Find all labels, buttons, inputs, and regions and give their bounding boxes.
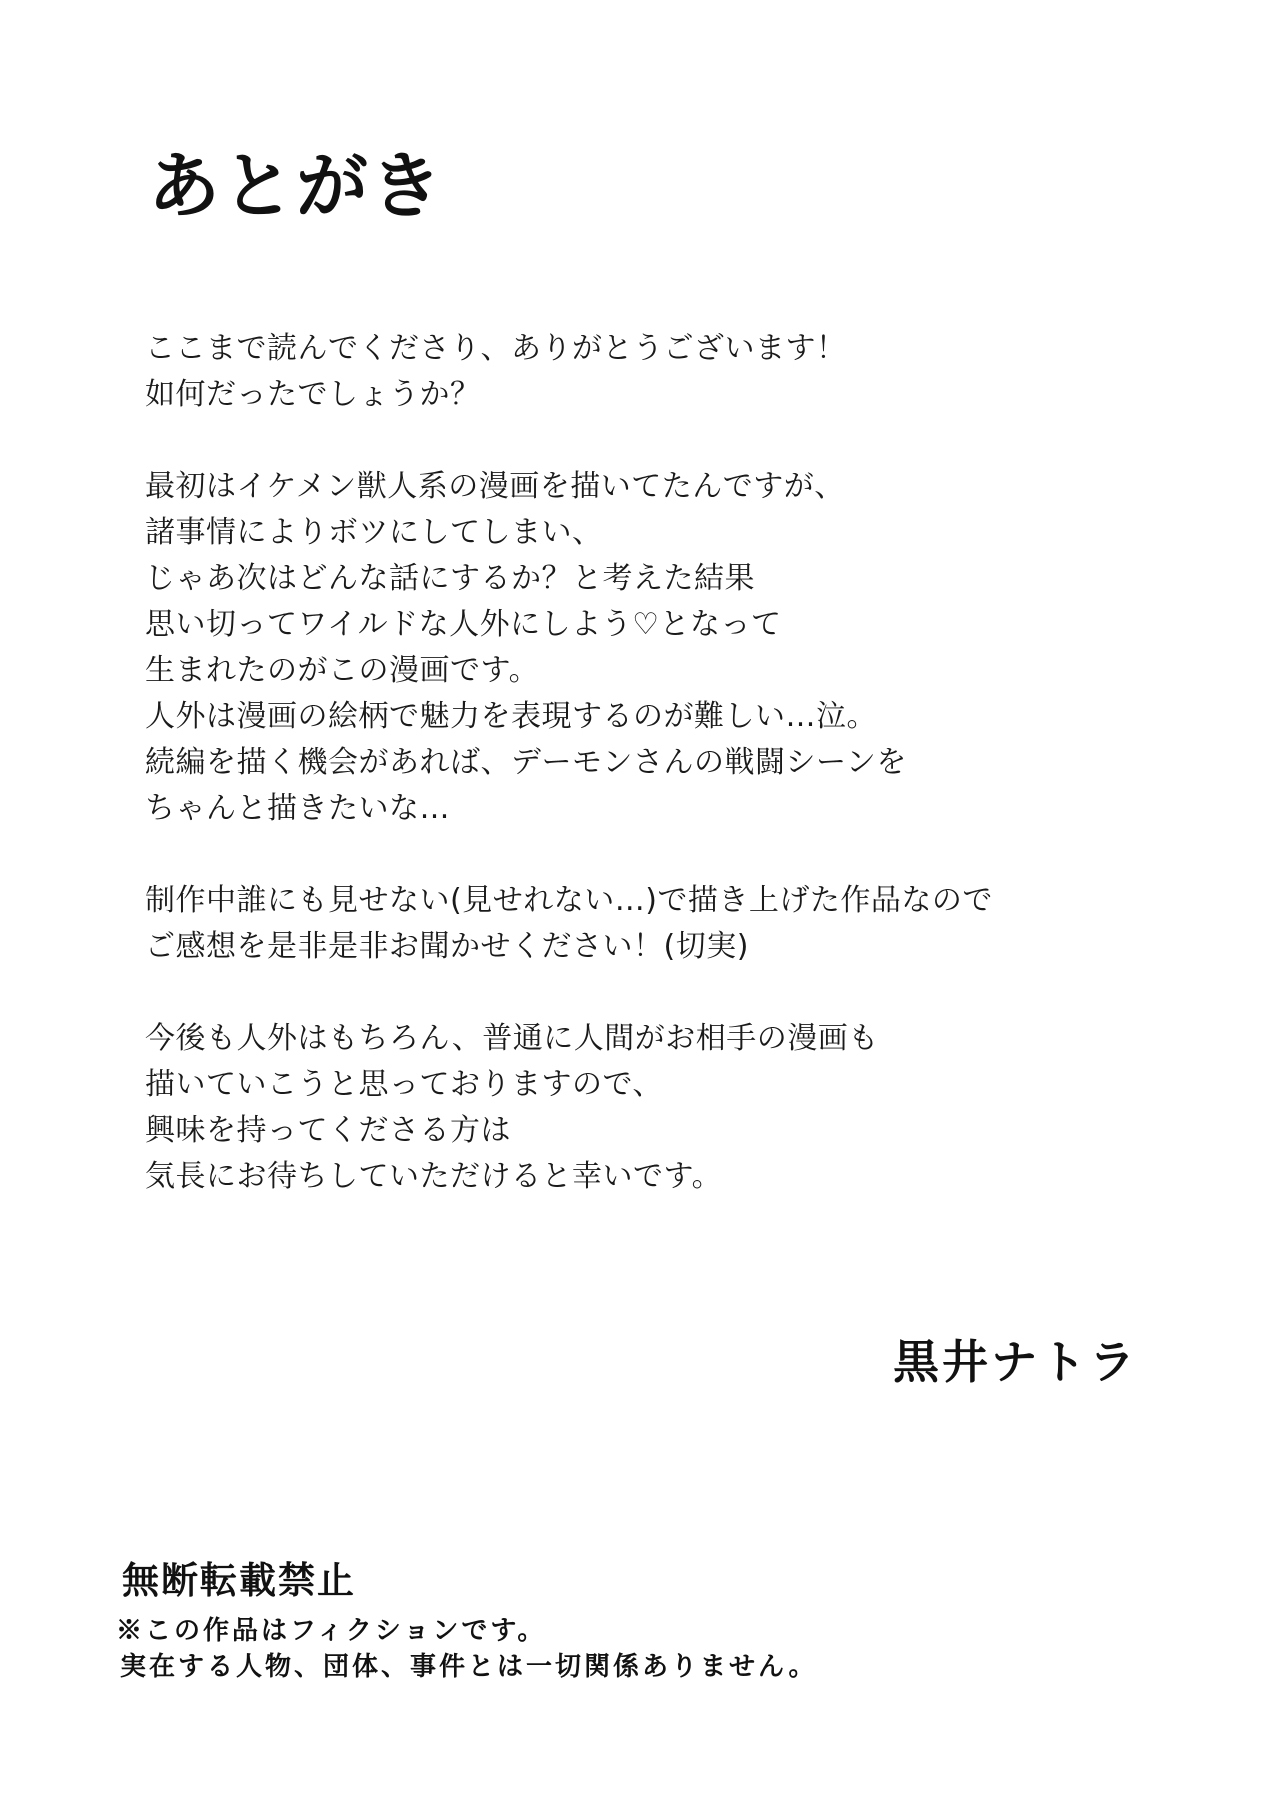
body-line: 描いていこうと思っておりますので、 [145, 1067, 663, 1102]
body-line: 気長にお待ちしていただけると幸いです。 [145, 1159, 723, 1194]
fiction-disclaimer-continued: 実在する人物、団体、事件とは一切関係ありません。 [120, 1652, 818, 1682]
page-title: あとがき [148, 144, 445, 228]
body-line: 今後も人外はもちろん、普通に人間がお相手の漫画も [145, 1021, 879, 1056]
body-paragraph [145, 464, 1145, 832]
body-line: 続編を描く機会があれば、デーモンさんの戦闘シーンを [145, 745, 907, 780]
body-line: 興味を持ってくださる方は [145, 1113, 511, 1148]
body-line: 生まれたのがこの漫画です。 [145, 653, 540, 688]
body-line: 思い切ってワイルドな人外にしよう♡となって [145, 607, 782, 642]
fiction-disclaimer: ※この作品はフィクションです。 [116, 1616, 547, 1646]
body-line: 最初はイケメン獣人系の漫画を描いてたんですが、 [145, 469, 845, 504]
body-line: ご感想を是非是非お聞かせください！(切実) [145, 929, 749, 964]
body-line: 人外は漫画の絵柄で魅力を表現するのが難しい…泣。 [145, 699, 877, 734]
no-reproduction-notice: 無断転載禁止 [122, 1558, 356, 1602]
afterword-body [145, 326, 1145, 1246]
body-line: ちゃんと描きたいな… [145, 791, 450, 826]
body-line: 如何だったでしょうか？ [145, 377, 481, 412]
body-line: ここまで読んでくださり、ありがとうございます！ [145, 331, 847, 366]
body-paragraph [145, 1016, 1145, 1200]
body-line: じゃあ次はどんな話にするか？と考えた結果 [145, 561, 755, 596]
author-name: 黒井ナトラ [893, 1335, 1138, 1389]
body-paragraph [145, 878, 1145, 970]
body-line: 制作中誰にも見せない(見せれない…)で描き上げた作品なので [145, 883, 993, 918]
body-paragraph [145, 326, 1145, 418]
body-line: 諸事情によりボツにしてしまい、 [145, 515, 603, 550]
